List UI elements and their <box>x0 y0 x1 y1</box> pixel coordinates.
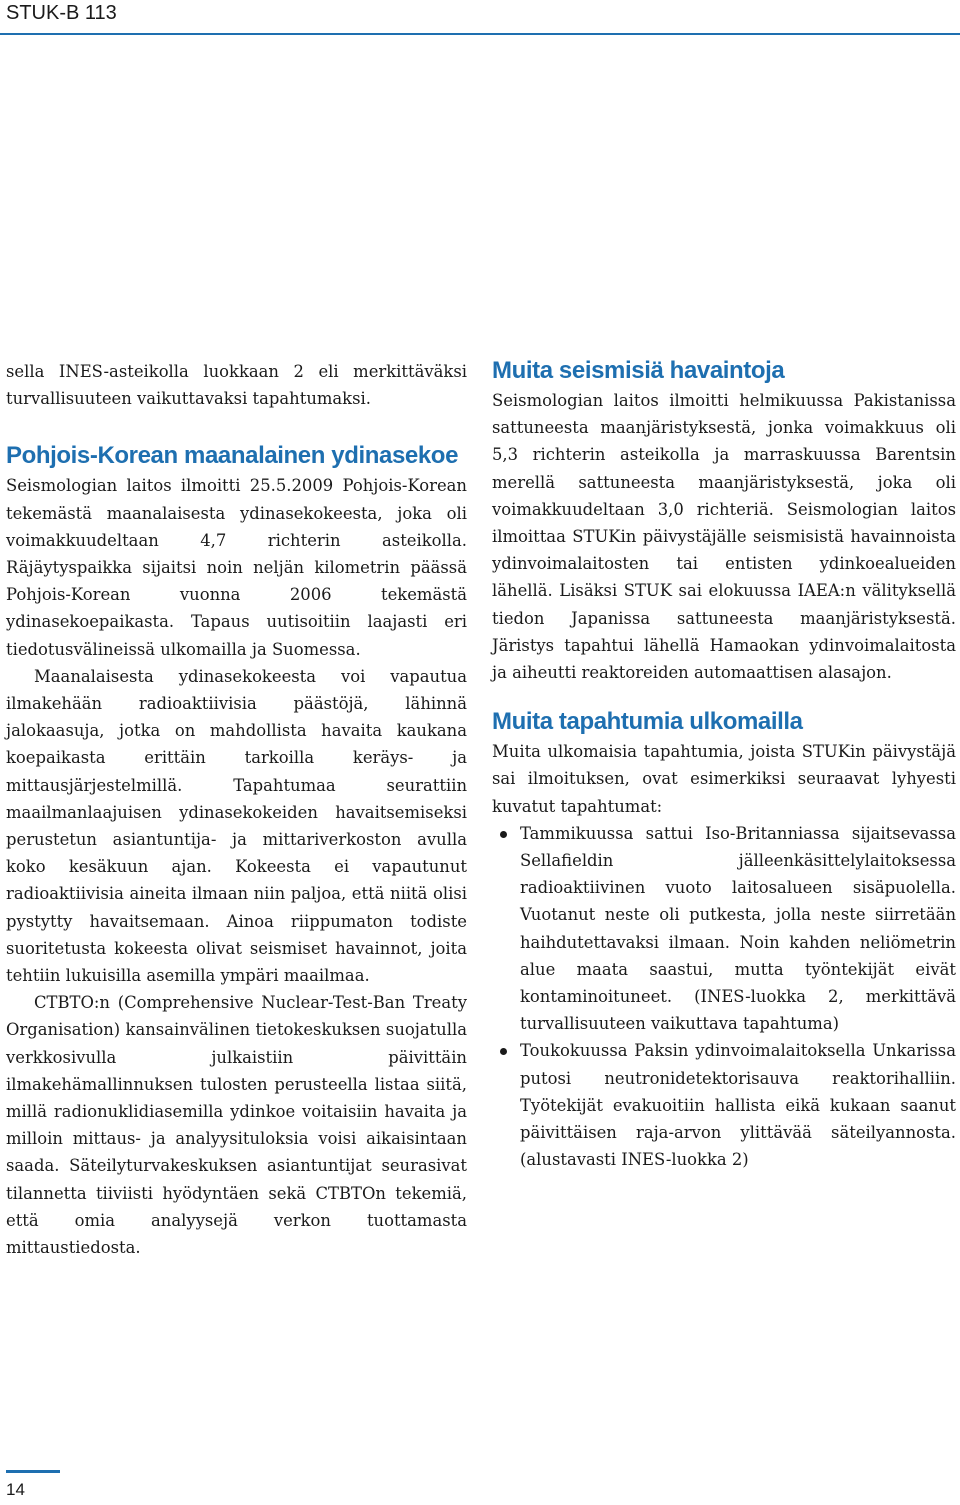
list-item <box>492 1037 956 1173</box>
event-list <box>492 820 956 1174</box>
section-heading-other-events: Muita tapahtumia ulkomailla <box>492 708 803 736</box>
bullet-icon <box>500 1048 507 1055</box>
paragraph: Seismologian laitos ilmoitti 25.5.2009 Pohjois-Korean tekemästä maanalaisesta ydinasekokeesta, joka oli voimakkuudeltaan 4,7 richterin asteikolla. Räjäytyspaikka sijaitsi noin neljän kilometrin päässä Pohjois-Korean vuonna 2006 tekemästä ydinasekoepaikasta. Tapaus uutisoitiin laajasti eri tiedotusvälineissä ulkomailla ja Suomessa. <box>6 476 467 659</box>
list-item <box>492 820 956 1038</box>
right-column <box>492 355 956 1173</box>
footer-rule <box>6 1470 60 1473</box>
paragraph: Muita ulkomaisia tapahtumia, joista STUKin päivystäjä sai ilmoituksen, ovat esimerkiksi seuraavat lyhyesti kuvatut tapahtumat: <box>492 742 956 816</box>
left-column <box>6 358 467 1261</box>
paragraph: Seismologian laitos ilmoitti helmikuussa Pakistanissa sattuneesta maanjäristyksestä, jonka voimakkuus oli 5,3 richterin asteikolla ja marraskuussa Barentsin merellä sattuneesta maanjäristyksestä, joka oli voimakkuudeltaan 3,0 richteriä. Seismologian laitos ilmoittaa STUKin päivystäjälle seismisistä havainnoista ydinvoimalaitosten tai entisten ydinkoealueiden lähellä. Lisäksi STUK sai elokuussa IAEA:n välityksellä tiedon Japanissa sattuneesta maanjäristyksestä. Järistys tapahtui lähellä Hamaokan ydinvoimalaitosta ja aiheutti reaktoreiden automaattisen alasajon. <box>492 391 956 683</box>
list-item-text: Toukokuussa Paksin ydinvoimalaitoksella Unkarissa putosi neutronidetektorisauva reaktorihalliin. Työtekijät evakuoitiin hallista eikä kukaan saanut päivittäisen raja-arvon ylittävää säteilyannosta. (alustavasti INES-luokka 2) <box>520 1041 956 1170</box>
section-heading-seismic: Muita seismisiä havaintoja <box>492 357 785 384</box>
header-rule <box>0 33 960 35</box>
list-item-text: Tammikuussa sattui Iso-Britanniassa sijaitsevassa Sellafieldin jälleenkäsittelylaitoksessa radioaktiivinen vuoto laitosalueen sisäpuolella. Vuotanut neste oli putkesta, jolla neste siirretään haihdutettavaksi ilmaan. Noin kahden neliömetrin alue maata saastui, mutta työntekijät eivät kontaminoituneet. (INES-luokka 2, merkittävä turvallisuuteen vaikuttava tapahtuma) <box>520 823 956 1034</box>
bullet-icon <box>500 831 507 838</box>
spacer <box>6 412 467 440</box>
continued-paragraph: sella INES-asteikolla luokkaan 2 eli merkittäväksi turvallisuuteen vaikuttavaksi tapahtumaksi. <box>6 362 467 409</box>
running-head: STUK-B 113 <box>6 2 117 24</box>
page-number: 14 <box>6 1480 25 1499</box>
spacer <box>492 686 956 706</box>
paragraph: CTBTO:n (Comprehensive Nuclear-Test-Ban Treaty Organisation) kansainvälinen tietokeskuksen suojatulla verkkosivulla julkaistiin päivittäin ilmakehämallinnuksen tulosten perusteella listaa siitä, millä radionuklidiasemilla ydinkoe voitaisiin havaita ja milloin mittaus- ja analyysituloksia voisi aikaisintaan saada. Säteilyturvakeskuksen asiantuntijat seurasivat tilannetta tiiviisti hyödyntäen sekä CTBTOn tekemiä, että omia analyysejä verkon tuottamasta mittaustiedosta. <box>6 993 467 1258</box>
section-heading-north-korea: Pohjois-Korean maanalainen ydinasekoe <box>6 442 459 470</box>
paragraph: Maanalaisesta ydinasekokeesta voi vapautua ilmakehään radioaktiivisia päästöjä, lähinnä jalokaasuja, jotka on mahdollista havaita kaukana koepaikasta erittäin tarkoilla keräys- ja mittausjärjestelmillä. Tapahtumaa seurattiin maailmanlaajuisen ydinasekokeiden havaitsemiseksi perustetun asiantuntija- ja mittariverkoston avulla koko kesäkuun ajan. Kokeesta ei vapautunut radioaktiivisia aineita ilmaan niin paljoa, että niitä olisi pystytty havaitsemaan. Ainoa riippumaton todiste suoritetusta kokeesta olivat seismiset havainnot, joita tehtiin lukuisilla asemilla ympäri maailmaa. <box>6 666 467 986</box>
